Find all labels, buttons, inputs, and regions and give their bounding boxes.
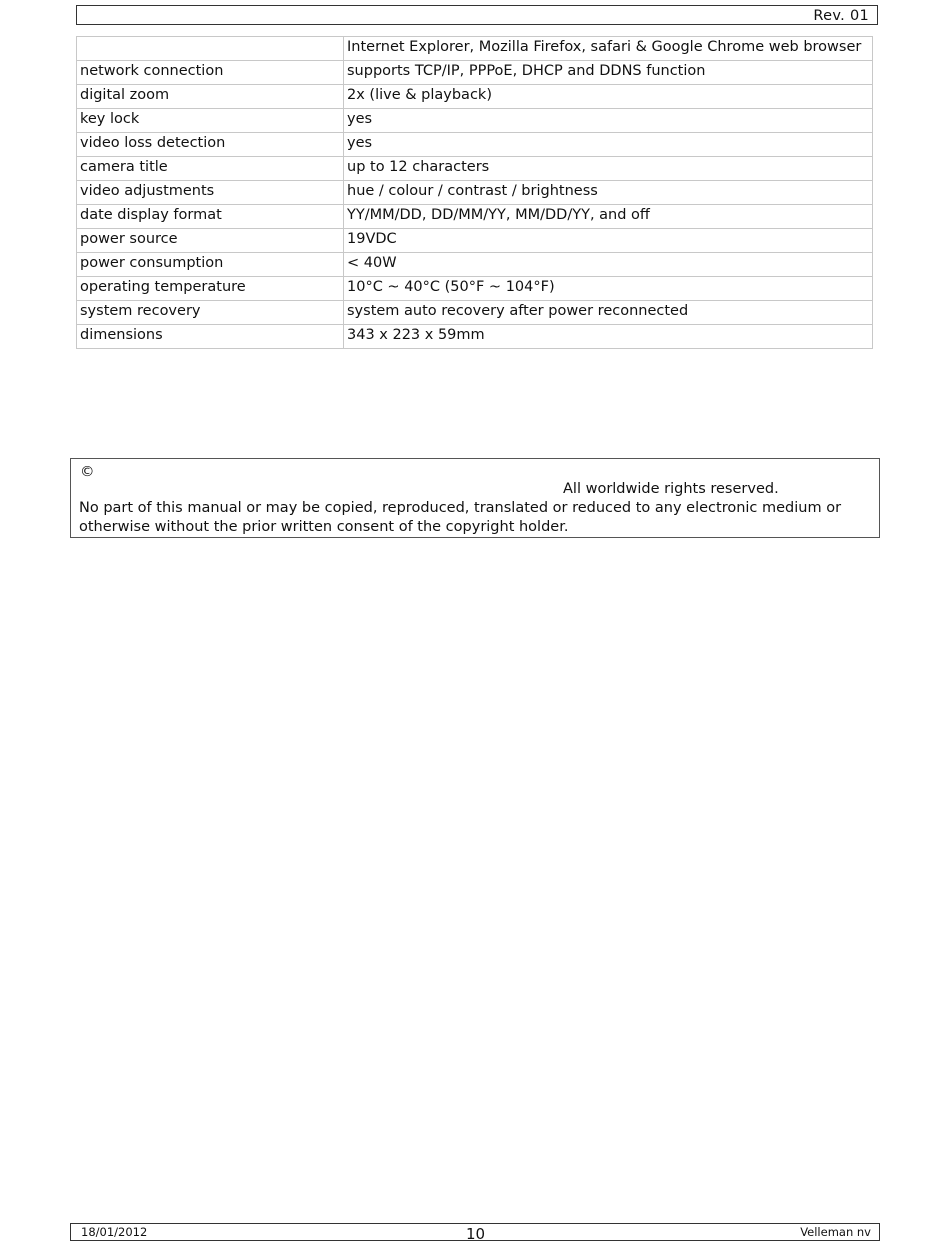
table-row — [77, 109, 873, 133]
spec-label: digital zoom — [77, 85, 344, 109]
table-row — [77, 277, 873, 301]
spec-label: network connection — [77, 61, 344, 85]
table-row — [77, 181, 873, 205]
spec-value: system auto recovery after power reconnected — [344, 301, 873, 325]
table-row — [77, 157, 873, 181]
copyright-notice — [70, 458, 880, 538]
copyright-body-text: No part of this manual or may be copied, reproduced, translated or reduced to any electronic medium or otherwise without the prior written consent of the copyright holder. — [79, 500, 842, 535]
spec-label: operating temperature — [77, 277, 344, 301]
spec-label: power consumption — [77, 253, 344, 277]
table-row — [77, 61, 873, 85]
table-row — [77, 205, 873, 229]
spec-label: video loss detection — [77, 133, 344, 157]
spec-label: dimensions — [77, 325, 344, 349]
spec-value: YY/MM/DD, DD/MM/YY, MM/DD/YY, and off — [344, 205, 873, 229]
page-footer — [70, 1223, 880, 1241]
spec-value: Internet Explorer, Mozilla Firefox, safari & Google Chrome web browser — [344, 37, 873, 61]
table-row — [77, 85, 873, 109]
spec-value: 10°C ~ 40°C (50°F ~ 104°F) — [344, 277, 873, 301]
page-number: 10 — [466, 1225, 486, 1243]
spec-value: < 40W — [344, 253, 873, 277]
spec-value: up to 12 characters — [344, 157, 873, 181]
spec-value: 2x (live & playback) — [344, 85, 873, 109]
spec-label: key lock — [77, 109, 344, 133]
spec-value: yes — [344, 109, 873, 133]
table-row — [77, 301, 873, 325]
copyright-symbol: © — [80, 464, 95, 480]
spec-value: hue / colour / contrast / brightness — [344, 181, 873, 205]
spec-label — [77, 37, 344, 61]
page-header — [76, 5, 878, 25]
footer-date: 18/01/2012 — [81, 1225, 148, 1239]
rights-reserved-text: All worldwide rights reserved. — [563, 481, 779, 497]
spec-value: 343 x 223 x 59mm — [344, 325, 873, 349]
spec-value: 19VDC — [344, 229, 873, 253]
spec-label: camera title — [77, 157, 344, 181]
table-row — [77, 37, 873, 61]
revision-label: Rev. 01 — [813, 8, 869, 24]
spec-label: date display format — [77, 205, 344, 229]
specifications-table — [76, 36, 873, 349]
footer-brand: Velleman nv — [800, 1225, 871, 1239]
spec-label: system recovery — [77, 301, 344, 325]
spec-label: power source — [77, 229, 344, 253]
spec-value: supports TCP/IP, PPPoE, DHCP and DDNS function — [344, 61, 873, 85]
table-row — [77, 133, 873, 157]
spec-value: yes — [344, 133, 873, 157]
table-row — [77, 229, 873, 253]
table-row — [77, 253, 873, 277]
table-row — [77, 325, 873, 349]
spec-label: video adjustments — [77, 181, 344, 205]
